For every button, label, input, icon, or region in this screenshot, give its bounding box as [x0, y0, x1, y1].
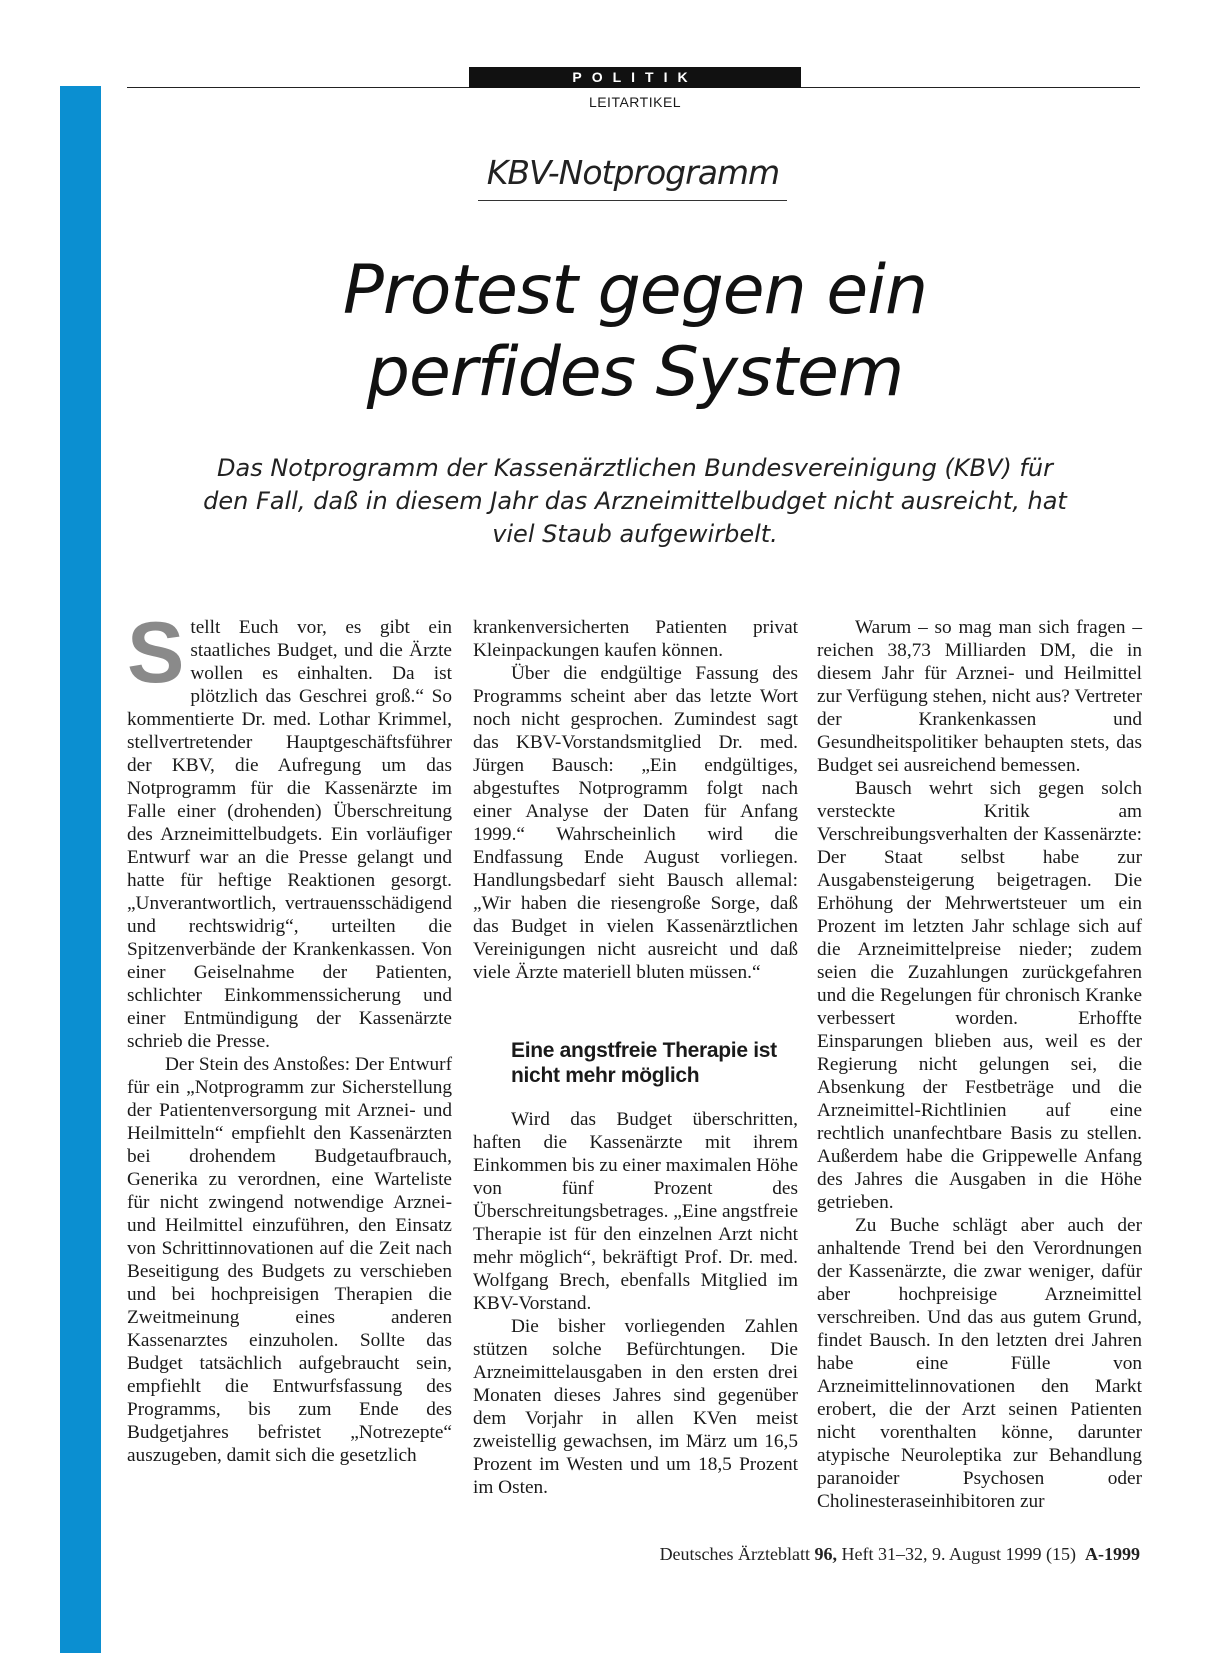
paragraph: krankenversicherten Patienten privat Kleinpackungen kaufen können.: [473, 617, 798, 661]
paragraph: [127, 605, 452, 1053]
journal-name: Deutsches Ärzteblatt: [659, 1544, 811, 1564]
paragraph: Wird das Budget überschritten, haften die Kassenärzte mit ihrem Einkommen bis zu einer maximalen Höhe von fünf Prozent des Überschreitungsbetrages. „Eine angstfreie Therapie ist für den einzelnen Arzt nicht mehr möglich“, bekräftigt Prof. Dr. med. Wolfgang Brech, ebenfalls Mitglied im KBV-Vorstand.: [473, 1109, 799, 1314]
drop-cap: S: [127, 605, 185, 701]
subheading: Eine angstfreie Therapie ist nicht mehr möglich: [511, 1039, 777, 1087]
paragraph: Der Stein des Anstoßes: Der Entwurf für ein „Notprogramm zur Sicherstellung der Patientenversorgung mit Arznei- und Heilmitteln“ empfiehlt den Kassenärzten bei drohendem Budgetaufbrauch, Generika zu verordnen, eine Warteliste für nicht zwingend notwendige Arznei- und Heilmittel einzuführen, den Einsatz von Schrittinnovationen auf die Zeit nach Beseitigung des Budgets zu verschieben und bei hochpreisigen Therapien die Zweitmeinung eines anderen Kassenarztes einzuholen. Sollte das Budget tatsächlich aufgebraucht sein, empfiehlt die Entwurfsfassung des Programms, bis zum Ende des Budgetjahres befristet „Notrezepte“ auszugeben, damit sich die gesetzlich: [127, 1054, 452, 1466]
issue-info: Heft 31–32, 9. August 1999 (15): [841, 1544, 1076, 1564]
paragraph: Zu Buche schlägt aber auch der anhaltende Trend bei den Verordnungen der Kassenärzte, die zwar weniger, dafür aber hochpreisige Arzneimittel verschreiben. Und das aus gutem Grund, findet Bausch. In den letzten drei Jahren habe eine Fülle von Arzneimittelinnovationen den Markt erobert, die der Arzt seinen Patienten nicht vorenthalten könne, darunter atypische Neuroleptika zur Behandlung paranoider Psychosen oder Cholinesteraseinhibitoren zur: [817, 1215, 1142, 1512]
accent-side-bar: [60, 86, 101, 1653]
paragraph: Die bisher vorliegenden Zahlen stützen solche Befürchtungen. Die Arzneimittelausgaben in den ersten drei Monaten dieses Jahres sind gegenüber dem Vorjahr in allen KVen meist zweistellig gewachsen, im März um 16,5 Prozent im Westen und um 18,5 Prozent im Osten.: [473, 1316, 798, 1498]
page-footer: [660, 1544, 1140, 1565]
kicker: KBV-Notprogramm: [486, 153, 780, 192]
article-column-1: [127, 605, 452, 1467]
kicker-underline: [478, 200, 787, 201]
headline-line-2: perfides System: [366, 333, 904, 412]
subsection-label: LEITARTIKEL: [588, 94, 682, 110]
headline: [250, 250, 1020, 414]
section-label: POLITIK: [469, 67, 801, 88]
page-number: A-1999: [1085, 1544, 1140, 1564]
paragraph: Bausch wehrt sich gegen solch versteckte Kritik am Verschreibungsverhalten der Kassenärzte: Der Staat selbst habe zur Ausgabensteigerung beigetragen. Die Erhöhung der Mehrwertsteuer um ein Prozent im letzten Jahr schlage sich auf die Arzneimittelpreise nieder; zudem seien die Zuzahlungen zurückgefahren und die Regelungen für chronisch Kranke verbessert worden. Erhoffte Einsparungen blieben aus, weil es der Regierung nicht gelungen sei, die Absenkung der Festbeträge und die Arzneimittel-Richtlinien auf eine rechtlich unanfechtbare Basis zu stellen. Außerdem habe die Grippewelle Anfang des Jahres die Ausgaben in die Höhe getrieben.: [817, 778, 1142, 1213]
paragraph: Über die endgültige Fassung des Programms scheint aber das letzte Wort noch nicht gesprochen. Zumindest sagt das KBV-Vorstandsmitglied Dr. med. Jürgen Bausch: „Ein endgültiges, abgestuftes Notprogramm folgt nach einer Analyse der Daten für Anfang 1999.“ Wahrscheinlich wird die Endfassung Ende August vorliegen. Handlungsbedarf sieht Bausch allemal: „Wir haben die riesengroße Sorge, daß das Budget in vielen Kassenärztlichen Vereinigungen nicht ausreicht und daß viele Ärzte materiell bluten müssen.“: [473, 663, 798, 983]
headline-line-1: Protest gegen ein: [342, 251, 928, 330]
paragraph: Warum – so mag man sich fragen – reichen 38,73 Milliarden DM, die in diesem Jahr für Arznei- und Heilmittel zur Verfügung stehen, nicht aus? Vertreter der Krankenkassen und Gesundheitspolitiker behaupten stets, das Budget sei ausreichend bemessen.: [817, 617, 1142, 776]
lead-paragraph: Das Notprogramm der Kassenärztlichen Bundesvereinigung (KBV) für den Fall, daß in diesem Jahr das Arzneimittelbudget nicht ausreicht, hat viel Staub aufgewirbelt.: [203, 454, 1067, 548]
article-column-2: [473, 616, 798, 1499]
article-column-3: [817, 616, 1142, 1513]
journal-volume: 96,: [814, 1544, 838, 1564]
paragraph-text: tellt Euch vor, es gibt ein staatliches Budget, und die Ärzte wollen es einhalten. Da ist plötzlich das Geschrei groß.“ So kommentierte Dr. med. Lothar Krimmel, stellvertretender Hauptgeschäftsführer der KBV, die Aufregung um das Notprogramm für die Kassenärzte im Falle einer (drohenden) Überschreitung des Arzneimittelbudgets. Ein vorläufiger Entwurf war an die Presse gelangt und hatte für heftige Reaktionen gesorgt. „Unverantwortlich, vertrauensschädigend und rechtswidrig“, urteilten die Spitzenverbände der Krankenkassen. Von einer Geiselnahme der Patienten, schlichter Einkommenssicherung und einer Entmündigung der Kassenärzte schrieb die Presse.: [127, 617, 452, 1052]
